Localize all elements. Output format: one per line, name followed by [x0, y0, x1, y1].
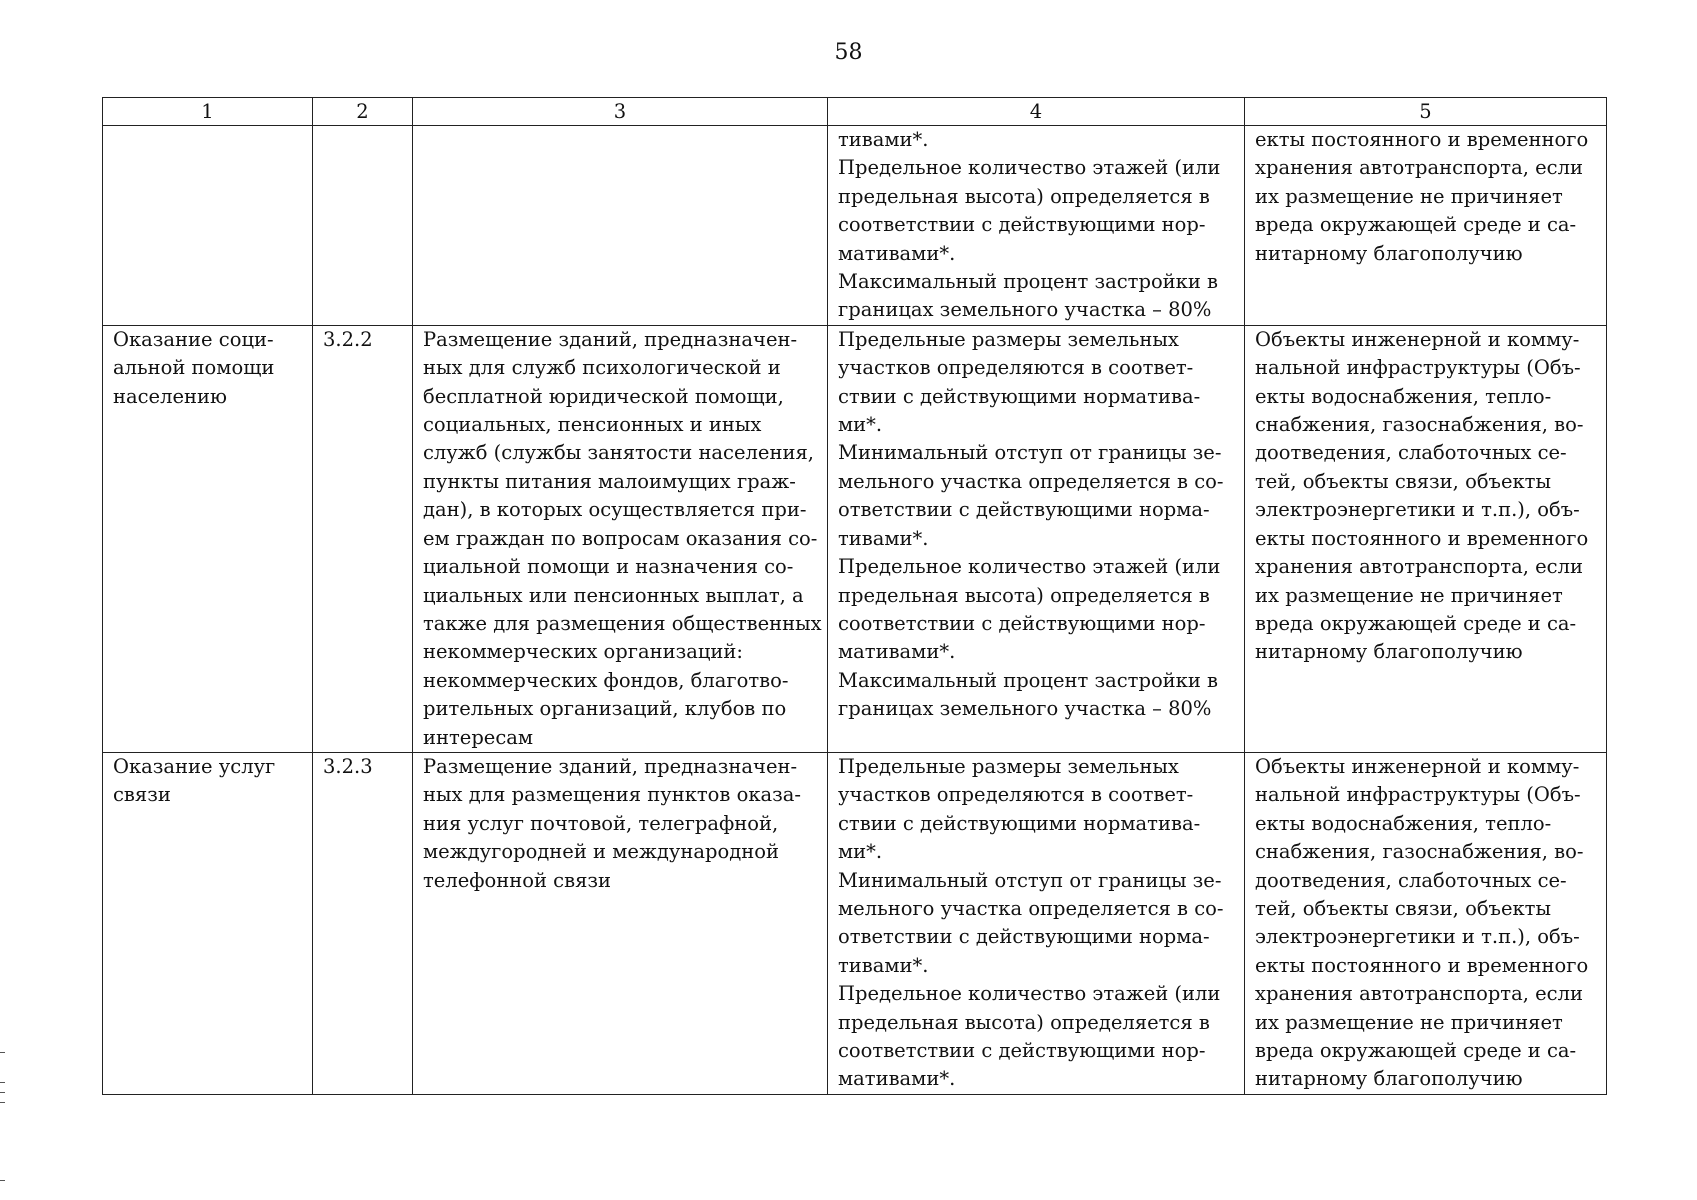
- description-line: междугородней и международной: [423, 840, 779, 864]
- parameters-line: участков определяются в соответ-: [838, 783, 1194, 807]
- description-line: интересам: [423, 725, 534, 749]
- parameters-line: соответствии с действующими нор-: [838, 213, 1206, 237]
- column-header-3: 3: [413, 98, 828, 126]
- auxiliary-uses-line: екты постоянного и временного: [1255, 128, 1589, 151]
- parameters-line: границах земельного участка – 80%: [838, 697, 1212, 721]
- scan-mark: [0, 1180, 5, 1181]
- parameters-line: Предельные размеры земельных: [838, 754, 1179, 778]
- description-line: Размещение зданий, предназначен-: [423, 754, 798, 778]
- parameters-line: Предельное количество этажей (или: [838, 555, 1221, 579]
- use-name-line: альной помощи: [113, 356, 275, 380]
- parameters-line: Минимальный отступ от границы зе-: [838, 868, 1222, 892]
- description-line: некоммерческих фондов, благотво-: [423, 668, 789, 692]
- use-name-line: населению: [113, 384, 227, 408]
- parameters-line: предельная высота) определяется в: [838, 184, 1210, 208]
- auxiliary-uses-line: их размещение не причиняет: [1255, 1010, 1563, 1034]
- column-header-2: 2: [313, 98, 413, 126]
- scan-mark: [0, 1092, 5, 1093]
- auxiliary-uses-line: электроэнергетики и т.п.), объ-: [1255, 498, 1580, 522]
- use-name-line: Оказание соци-: [113, 327, 274, 351]
- use-name-line: связи: [113, 783, 171, 807]
- parameters-line: ствии с действующими норматива-: [838, 811, 1201, 835]
- description-line: также для размещения общественных: [423, 611, 822, 635]
- description-line: рительных организаций, клубов по: [423, 697, 787, 721]
- land-use-table: [102, 97, 1607, 1095]
- description-line: пункты питания малоимущих граж-: [423, 469, 796, 493]
- parameters-line: ствии с действующими норматива-: [838, 384, 1201, 408]
- auxiliary-uses-line: доотведения, слаботочных се-: [1255, 868, 1567, 892]
- cell-description: [413, 752, 828, 1094]
- cell-description: [413, 325, 828, 752]
- parameters-line: мативами*.: [838, 241, 956, 265]
- auxiliary-uses-line: екты водоснабжения, тепло-: [1255, 811, 1552, 835]
- description-line: бесплатной юридической помощи,: [423, 384, 784, 408]
- auxiliary-uses-line: хранения автотранспорта, если: [1255, 156, 1583, 180]
- parameters-line: ответствии с действующими норма-: [838, 925, 1210, 949]
- description-line: циальных или пенсионных выплат, а: [423, 583, 804, 607]
- table-body: [103, 126, 1607, 1095]
- description-line: Размещение зданий, предназначен-: [423, 327, 798, 351]
- parameters-line: мативами*.: [838, 640, 956, 664]
- auxiliary-uses-line: хранения автотранспорта, если: [1255, 982, 1583, 1006]
- auxiliary-uses-line: тей, объекты связи, объекты: [1255, 469, 1551, 493]
- auxiliary-uses-line: электроэнергетики и т.п.), объ-: [1255, 925, 1580, 949]
- cell-use-name: [103, 126, 313, 326]
- cell-use-name: [103, 325, 313, 752]
- scan-mark: [0, 1082, 5, 1083]
- parameters-line: ответствии с действующими норма-: [838, 498, 1210, 522]
- cell-description: [413, 126, 828, 326]
- auxiliary-uses-line: нальной инфраструктуры (Объ-: [1255, 356, 1581, 380]
- description-line: ных для служб психологической и: [423, 356, 781, 380]
- auxiliary-uses-line: вреда окружающей среде и са-: [1255, 213, 1577, 237]
- description-line: циальной помощи и назначения со-: [423, 555, 794, 579]
- table-row: [103, 126, 1607, 326]
- auxiliary-uses-line: екты водоснабжения, тепло-: [1255, 384, 1552, 408]
- code-text: 3.2.3: [323, 754, 373, 778]
- cell-auxiliary-uses: [1245, 126, 1607, 326]
- auxiliary-uses-line: екты постоянного и временного: [1255, 526, 1589, 550]
- description-line: дан), в которых осуществляется при-: [423, 498, 807, 522]
- cell-parameters: [828, 126, 1245, 326]
- parameters-line: тивами*.: [838, 128, 929, 151]
- cell-parameters: [828, 752, 1245, 1094]
- table-row: [103, 325, 1607, 752]
- parameters-line: мельного участка определяется в со-: [838, 469, 1224, 493]
- parameters-line: тивами*.: [838, 953, 929, 977]
- auxiliary-uses-line: Объекты инженерной и комму-: [1255, 327, 1580, 351]
- description-line: телефонной связи: [423, 868, 612, 892]
- auxiliary-uses-line: нитарному благополучию: [1255, 1067, 1523, 1091]
- description-line: социальных, пенсионных и иных: [423, 413, 762, 437]
- auxiliary-uses-line: снабжения, газоснабжения, во-: [1255, 413, 1584, 437]
- parameters-line: границах земельного участка – 80%: [838, 298, 1212, 322]
- parameters-line: мельного участка определяется в со-: [838, 896, 1224, 920]
- parameters-line: тивами*.: [838, 526, 929, 550]
- use-name-line: Оказание услуг: [113, 754, 276, 778]
- parameters-line: соответствии с действующими нор-: [838, 611, 1206, 635]
- parameters-line: мативами*.: [838, 1067, 956, 1091]
- parameters-line: участков определяются в соответ-: [838, 356, 1194, 380]
- auxiliary-uses-line: екты постоянного и временного: [1255, 953, 1589, 977]
- auxiliary-uses-line: снабжения, газоснабжения, во-: [1255, 840, 1584, 864]
- auxiliary-uses-line: нальной инфраструктуры (Объ-: [1255, 783, 1581, 807]
- column-header-5: 5: [1245, 98, 1607, 126]
- parameters-line: Максимальный процент застройки в: [838, 668, 1219, 692]
- cell-auxiliary-uses: [1245, 325, 1607, 752]
- parameters-line: предельная высота) определяется в: [838, 1010, 1210, 1034]
- column-header-4: 4: [828, 98, 1245, 126]
- parameters-line: Максимальный процент застройки в: [838, 270, 1219, 294]
- auxiliary-uses-line: их размещение не причиняет: [1255, 583, 1563, 607]
- parameters-line: ми*.: [838, 840, 883, 864]
- description-line: служб (службы занятости населения,: [423, 441, 814, 465]
- column-header-1: 1: [103, 98, 313, 126]
- cell-code: [313, 752, 413, 1094]
- header-row: [103, 98, 1607, 126]
- auxiliary-uses-line: хранения автотранспорта, если: [1255, 555, 1583, 579]
- cell-code: [313, 325, 413, 752]
- parameters-line: Предельное количество этажей (или: [838, 156, 1221, 180]
- description-line: ния услуг почтовой, телеграфной,: [423, 811, 779, 835]
- cell-auxiliary-uses: [1245, 752, 1607, 1094]
- parameters-line: Предельное количество этажей (или: [838, 982, 1221, 1006]
- description-line: ем граждан по вопросам оказания со-: [423, 526, 818, 550]
- parameters-line: предельная высота) определяется в: [838, 583, 1210, 607]
- auxiliary-uses-line: вреда окружающей среде и са-: [1255, 611, 1577, 635]
- parameters-line: соответствии с действующими нор-: [838, 1039, 1206, 1062]
- parameters-line: Предельные размеры земельных: [838, 327, 1179, 351]
- parameters-line: ми*.: [838, 413, 883, 437]
- scan-mark: [0, 1052, 5, 1053]
- cell-use-name: [103, 752, 313, 1094]
- scan-mark: [0, 1102, 5, 1103]
- auxiliary-uses-line: нитарному благополучию: [1255, 640, 1523, 664]
- parameters-line: Минимальный отступ от границы зе-: [838, 441, 1222, 465]
- table-row: [103, 752, 1607, 1094]
- auxiliary-uses-line: Объекты инженерной и комму-: [1255, 754, 1580, 778]
- cell-parameters: [828, 325, 1245, 752]
- auxiliary-uses-line: доотведения, слаботочных се-: [1255, 441, 1567, 465]
- auxiliary-uses-line: тей, объекты связи, объекты: [1255, 896, 1551, 920]
- auxiliary-uses-line: вреда окружающей среде и са-: [1255, 1039, 1577, 1062]
- code-text: 3.2.2: [323, 327, 373, 351]
- description-line: ных для размещения пунктов оказа-: [423, 783, 801, 807]
- cell-code: [313, 126, 413, 326]
- description-line: некоммерческих организаций:: [423, 640, 743, 664]
- page-number: 58: [834, 40, 863, 65]
- auxiliary-uses-line: их размещение не причиняет: [1255, 184, 1563, 208]
- auxiliary-uses-line: нитарному благополучию: [1255, 241, 1523, 265]
